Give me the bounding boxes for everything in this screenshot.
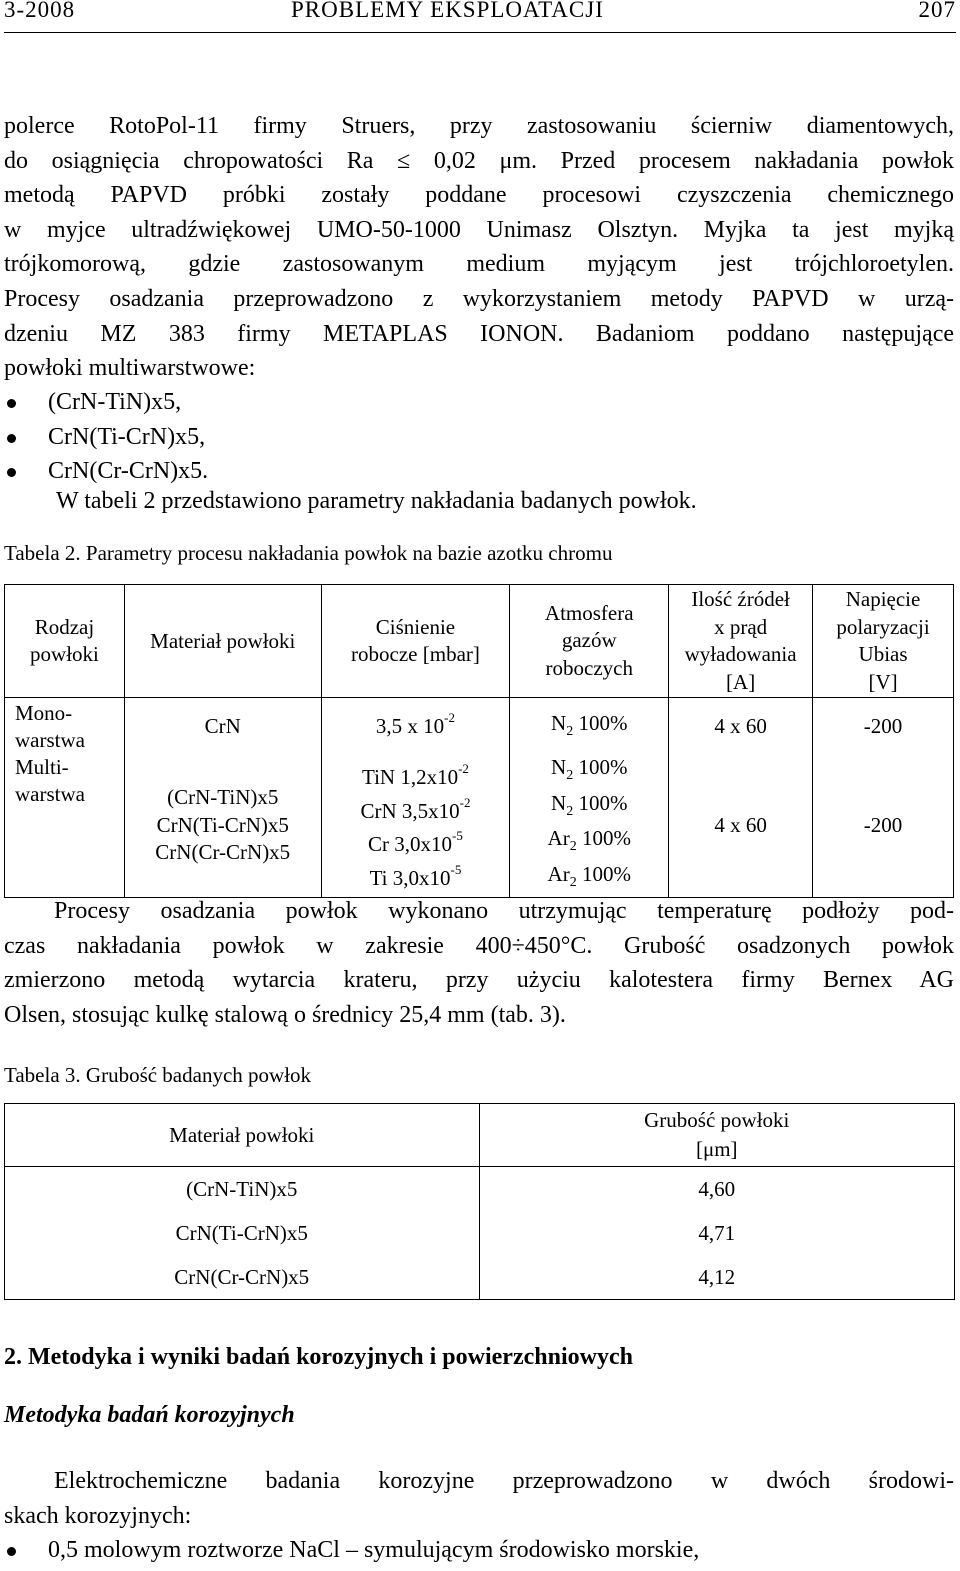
thickness-cell: 4,71 [479, 1211, 955, 1255]
text-line: powłoki multiwarstwowe: [4, 355, 256, 382]
material-cell: CrN [124, 698, 321, 755]
material-cell: CrN(Cr-CrN)x5 [5, 1255, 480, 1300]
type-cell: Multi- warstwa [5, 754, 125, 897]
sources-cell: 4 x 60 [669, 754, 813, 897]
bullet-icon [7, 1547, 16, 1556]
header-cell: Materiał powłoki [5, 1104, 480, 1167]
bullet-icon [7, 468, 16, 477]
coatings-list [4, 385, 208, 489]
material-cell: (CrN-TiN)x5 CrN(Ti-CrN)x5 CrN(Cr-CrN)x5 [124, 754, 321, 897]
section-title: 2. Metodyka i wyniki badań korozyjnych i powierzchniowych [4, 1344, 633, 1370]
text-line: dzeniu MZ 383 firmy METAPLAS IONON. Badaniom poddano następujące [4, 320, 954, 347]
atmosphere-cell: $N_2$ 100% [510, 698, 669, 755]
list-item [4, 385, 208, 420]
list-item [4, 420, 208, 455]
pressure-cell: 3,5 x $10^{-2}$ [321, 698, 510, 755]
corrosion-paragraph [4, 1464, 954, 1533]
header-cell: Ciśnienie robocze [mbar] [321, 585, 510, 698]
bias-cell: -200 [813, 698, 954, 755]
text-line: Elektrochemiczne badania korozyjne przeprowadzono w dwóch środowi- [54, 1468, 954, 1494]
intro-paragraph [4, 109, 954, 386]
text-line: Procesy osadzania przeprowadzono z wykorzystaniem metody PAPVD w urzą- [4, 285, 954, 312]
material-cell: CrN(Ti-CrN)x5 [5, 1211, 480, 1255]
table-header-row [5, 585, 954, 698]
header-cell: Napięcie polaryzacji Ubias [V] [813, 585, 954, 698]
text-line: W tabeli 2 przedstawiono parametry nakładania badanych powłok. [56, 488, 697, 514]
list-item-text: CrN(Cr-CrN)x5. [48, 458, 209, 485]
text-line: czas nakładania powłok w zakresie 400÷450°C. Grubość osadzonych powłok [4, 932, 954, 959]
bullet-icon [7, 434, 16, 443]
table-row [5, 1167, 955, 1212]
table3 [4, 1103, 955, 1300]
list-item-text: 0,5 molowym roztworze NaCl – symulującym środowisko morskie, [48, 1537, 700, 1563]
table2 [4, 584, 954, 898]
table-row [5, 698, 954, 755]
text-line: metodą PAPVD próbki zostały poddane procesowi czyszczenia chemicznego [4, 182, 954, 209]
table-row [5, 1211, 955, 1255]
page-number: 207 [918, 0, 956, 22]
type-cell: Mono- warstwa [5, 698, 125, 755]
running-header [4, 0, 956, 33]
sources-cell: 4 x 60 [669, 698, 813, 755]
atmosphere-cell: $N_2$ 100% $N_2$ 100% $Ar_2$ 100% $Ar_2$ 100% [510, 754, 669, 897]
table-row [5, 754, 954, 897]
material-cell: (CrN-TiN)x5 [5, 1167, 480, 1212]
bullet-icon [7, 399, 16, 408]
thickness-cell: 4,60 [479, 1167, 955, 1212]
list-item-text: CrN(Ti-CrN)x5, [48, 423, 206, 450]
header-cell: Rodzaj powłoki [5, 585, 125, 698]
header-cell: Materiał powłoki [124, 585, 321, 698]
pressure-cell: TiN $1,2x10^{-2}$ CrN $3,5x10^{-2}$ Cr $3,0x10^{-5}$ Ti $3,0x10^{-5}$ [321, 754, 510, 897]
text-line: do osiągnięcia chropowatości Ra ≤ 0,02 μm. Przed procesem nakładania powłok [4, 147, 954, 174]
table2-caption: Tabela 2. Parametry procesu nakładania powłok na bazie azotku chromu [4, 541, 613, 565]
subsection-title: Metodyka badań korozyjnych [4, 1402, 295, 1428]
header-cell: Ilość źródeł x prąd wyładowania [A] [669, 585, 813, 698]
table3-caption: Tabela 3. Grubość badanych powłok [4, 1063, 312, 1087]
bias-cell: -200 [813, 754, 954, 897]
header-cell: Atmosfera gazów roboczych [510, 585, 669, 698]
text-line: skach korozyjnych: [4, 1502, 192, 1529]
journal-title: PROBLEMY EKSPLOATACJI [291, 0, 604, 22]
text-line: polerce RotoPol-11 firmy Struers, przy zastosowaniu ścierniw diamentowych, [4, 113, 954, 139]
table2-intro [56, 484, 956, 519]
text-line: w myjce ultradźwiękowej UMO-50-1000 Unimasz Olsztyn. Myjka ta jest myjką [4, 216, 954, 243]
list-item [4, 1533, 699, 1568]
text-line: Procesy osadzania powłok wykonano utrzymując temperaturę podłoży pod- [54, 898, 954, 924]
thickness-cell: 4,12 [479, 1255, 955, 1300]
table-row [5, 1255, 955, 1300]
deposition-paragraph [4, 894, 954, 1032]
text-line: Olsen, stosując kulkę stalową o średnicy 25,4 mm (tab. 3). [4, 1001, 566, 1028]
text-line: trójkomorową, gdzie zastosowanym medium myjącym jest trójchloroetylen. [4, 251, 954, 278]
issue-number: 3-2008 [4, 0, 76, 22]
text-line: zmierzono metodą wytarcia krateru, przy użyciu kalotestera firmy Bernex AG [4, 967, 954, 994]
environment-list [4, 1533, 699, 1568]
table-header-row [5, 1104, 955, 1167]
header-cell: Grubość powłoki [μm] [479, 1104, 955, 1167]
list-item-text: (CrN-TiN)x5, [48, 389, 182, 415]
